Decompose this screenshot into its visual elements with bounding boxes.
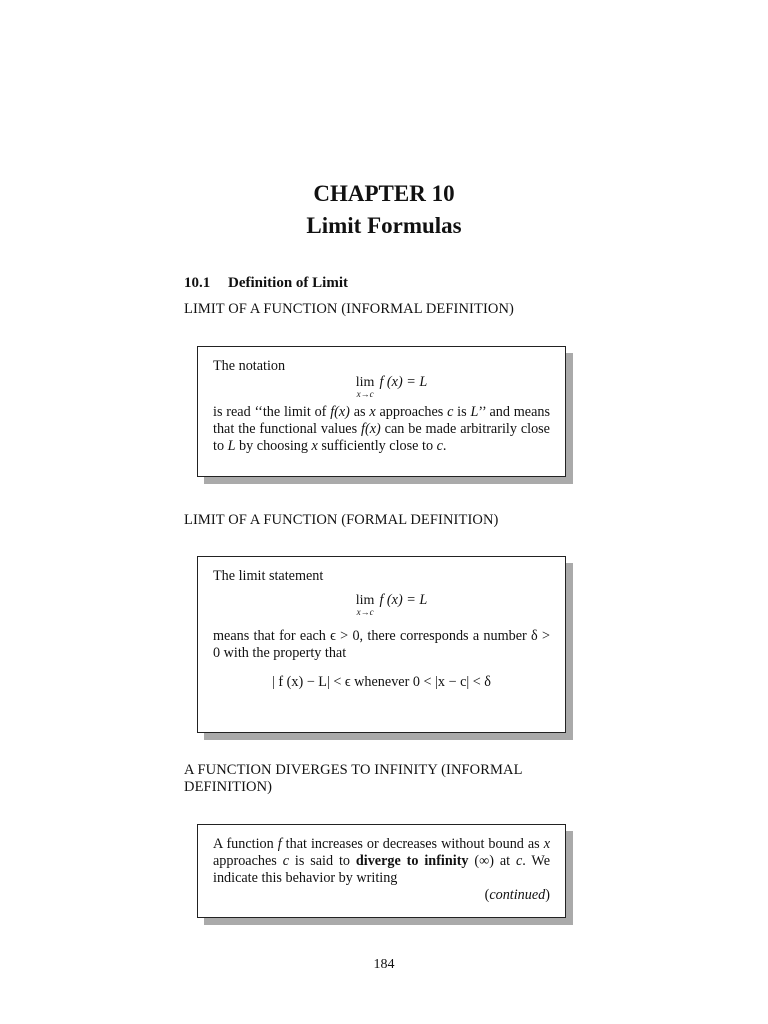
chapter-heading: [0, 178, 768, 242]
page-number: 184: [373, 957, 395, 972]
chapter-title: Limit Formulas: [306, 213, 462, 238]
diverges-heading: A FUNCTION DIVERGES TO INFINITY (INFORMAL DEFINITION): [184, 762, 523, 795]
section-number: 10.1: [184, 275, 211, 291]
diverges-body: A function f that increases or decreases without bound as x approaches c is said to diverge to infinity (∞) at c. We indicate this behavior by writing: [213, 836, 550, 886]
section-title: Definition of Limit: [228, 275, 348, 291]
lim-subscript: x→c: [356, 607, 374, 617]
informal-intro: The notation: [213, 358, 286, 374]
limit-expression: f (x) = L: [379, 592, 428, 608]
formal-body: means that for each ϵ > 0, there corresponds a number δ > 0 with the property that: [213, 628, 550, 661]
lim-word: lim: [355, 375, 375, 390]
formal-limit-heading: LIMIT OF A FUNCTION (FORMAL DEFINITION): [184, 512, 499, 528]
lim-subscript: x→c: [356, 389, 374, 399]
section-heading: [184, 275, 348, 292]
continued-note: (continued): [484, 887, 550, 903]
informal-limit-heading: LIMIT OF A FUNCTION (INFORMAL DEFINITION): [184, 301, 514, 317]
informal-limit-box: [197, 346, 566, 477]
informal-body: is read ‘‘the limit of f(x) as x approaches c is L’’ and means that the functional values f(x) can be made arbitrarily close to L by choosing x sufficiently close to c.: [213, 404, 550, 454]
limit-operator: [356, 376, 375, 399]
informal-limit-formula: [213, 376, 550, 404]
formal-limit-box: [197, 556, 566, 733]
limit-expression: f (x) = L: [379, 374, 428, 390]
diverges-box: [197, 824, 566, 918]
formal-intro: The limit statement: [213, 568, 324, 584]
lim-word: lim: [355, 593, 375, 608]
chapter-number: CHAPTER 10: [313, 181, 455, 206]
limit-operator: [356, 594, 375, 617]
formal-limit-formula: [213, 594, 550, 628]
formal-condition: | f (x) − L| < ϵ whenever 0 < |x − c| < δ: [271, 674, 491, 690]
